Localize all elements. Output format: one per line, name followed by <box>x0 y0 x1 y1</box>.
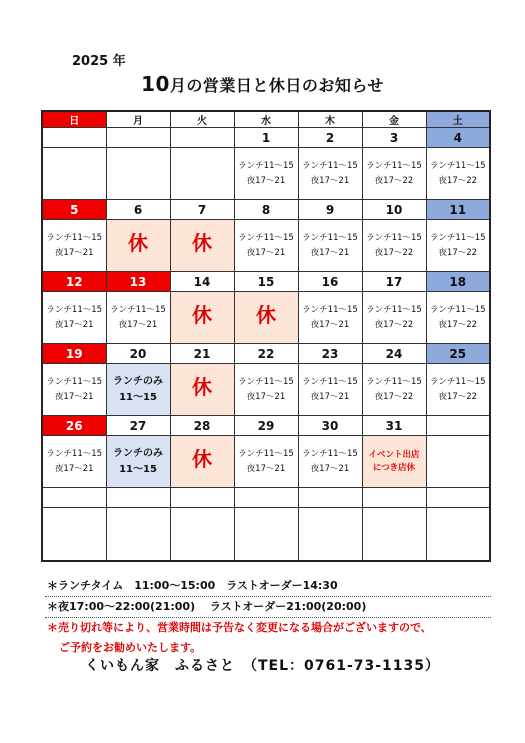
hours-cell <box>234 148 298 200</box>
closed-label: 休 <box>192 446 212 471</box>
hours-cell <box>234 364 298 416</box>
closed-label: 休 <box>192 230 212 255</box>
hours-line-2: 夜17～22 <box>438 175 478 186</box>
hours-cell <box>170 220 234 272</box>
weekday-header-row <box>42 111 490 128</box>
date-cell <box>42 128 106 148</box>
hours-cell <box>42 508 106 562</box>
closed-label: 休 <box>128 230 148 255</box>
hours-cell <box>42 148 106 200</box>
note-reservation: ご予約をお勧めいたします。 <box>59 641 202 654</box>
hours-line-2: 夜17～22 <box>374 247 414 258</box>
hours-cell <box>426 508 490 562</box>
business-hours <box>363 375 426 405</box>
hours-cell <box>106 508 170 562</box>
hours-line-2: 夜17～21 <box>246 391 286 402</box>
closed-label: 休 <box>256 302 276 327</box>
month-number: 10 <box>141 72 170 96</box>
hours-row <box>42 364 490 416</box>
hours-line-1: ランチ11～15 <box>238 376 294 387</box>
date-cell: 29 <box>234 416 298 436</box>
hours-cell <box>298 436 362 488</box>
hours-line-1: ランチ11～15 <box>302 376 358 387</box>
date-cell: 28 <box>170 416 234 436</box>
weekday-cell: 金 <box>362 111 426 128</box>
hours-cell <box>362 364 426 416</box>
hours-line-1: ランチ11～15 <box>302 232 358 243</box>
weekday-cell: 火 <box>170 111 234 128</box>
date-cell: 7 <box>170 200 234 220</box>
date-cell <box>426 416 490 436</box>
date-cell: 23 <box>298 344 362 364</box>
date-cell: 21 <box>170 344 234 364</box>
date-row <box>42 344 490 364</box>
hours-line-2: 夜17～22 <box>374 319 414 330</box>
hours-cell <box>234 220 298 272</box>
hours-line-2: 夜17～22 <box>438 391 478 402</box>
hours-line-1: ランチ11～15 <box>429 376 486 387</box>
hours-line-2: 夜17～21 <box>246 463 286 474</box>
title-text: 月の営業日と休日のお知らせ <box>169 76 384 95</box>
hours-cell <box>426 148 490 200</box>
business-hours <box>107 303 170 333</box>
business-hours <box>235 375 298 405</box>
date-cell <box>426 488 490 508</box>
date-cell: 10 <box>362 200 426 220</box>
hours-cell <box>362 436 426 488</box>
business-hours <box>235 447 298 477</box>
hours-cell <box>106 364 170 416</box>
business-hours <box>43 231 106 261</box>
business-hours <box>107 446 170 478</box>
hours-cell <box>234 436 298 488</box>
hours-line-1: ランチ11～15 <box>302 160 358 171</box>
weekday-cell: 月 <box>106 111 170 128</box>
hours-cell <box>42 436 106 488</box>
weekday-cell: 水 <box>234 111 298 128</box>
business-hours <box>43 447 106 477</box>
date-cell: 19 <box>42 344 106 364</box>
hours-cell <box>42 220 106 272</box>
date-cell: 12 <box>42 272 106 292</box>
hours-row <box>42 436 490 488</box>
hours-line-1: イベント出店 <box>368 449 420 460</box>
shop-name: くいもん家 ふるさと <box>84 658 235 674</box>
business-hours <box>299 447 362 477</box>
business-hours <box>299 375 362 405</box>
hours-line-2: 夜17～21 <box>310 463 350 474</box>
hours-line-1: ランチ11～15 <box>46 376 103 387</box>
hours-cell <box>42 292 106 344</box>
weekday-cell: 土 <box>426 111 490 128</box>
date-cell: 20 <box>106 344 170 364</box>
hours-row <box>42 220 490 272</box>
hours-line-1: ランチ11～15 <box>429 160 486 171</box>
hours-cell <box>362 508 426 562</box>
hours-cell <box>170 436 234 488</box>
hours-line-1: ランチ11～15 <box>46 304 103 315</box>
hours-cell <box>298 220 362 272</box>
date-cell <box>42 488 106 508</box>
weekday-cell: 木 <box>298 111 362 128</box>
date-cell: 11 <box>426 200 490 220</box>
hours-line-1: ランチのみ <box>113 375 163 387</box>
hours-line-2: 11～15 <box>119 463 157 475</box>
date-cell <box>362 488 426 508</box>
hours-line-1: ランチ11～15 <box>366 376 422 387</box>
hours-cell <box>170 148 234 200</box>
date-cell <box>106 488 170 508</box>
date-cell: 1 <box>234 128 298 148</box>
hours-line-1: ランチのみ <box>113 447 163 459</box>
hours-line-2: 夜17～21 <box>118 319 158 330</box>
hours-line-2: 夜17～21 <box>54 463 94 474</box>
hours-line-2: 11～15 <box>119 391 157 403</box>
hours-line-2: 夜17～22 <box>438 247 478 258</box>
hours-line-2: 夜17～21 <box>246 247 286 258</box>
hours-line-1: ランチ11～15 <box>366 232 422 243</box>
calendar-table <box>41 110 491 562</box>
hours-cell <box>234 508 298 562</box>
date-row <box>42 200 490 220</box>
business-hours <box>363 303 426 333</box>
business-hours <box>107 374 170 406</box>
date-cell: 14 <box>170 272 234 292</box>
hours-cell <box>298 508 362 562</box>
date-cell: 17 <box>362 272 426 292</box>
hours-line-1: ランチ11～15 <box>238 448 294 459</box>
notes <box>45 576 491 658</box>
hours-line-2: 夜17～21 <box>54 391 94 402</box>
date-cell: 6 <box>106 200 170 220</box>
event-note <box>363 449 426 475</box>
weekday-cell: 日 <box>42 111 106 128</box>
hours-cell <box>234 292 298 344</box>
hours-row <box>42 292 490 344</box>
hours-line-2: 夜17～22 <box>374 175 414 186</box>
note-lunch-time: ＊ランチタイム 11:00～15:00 ラストオーダー14:30 <box>45 576 491 597</box>
hours-line-2: 夜17～21 <box>54 247 94 258</box>
business-hours <box>43 303 106 333</box>
business-hours <box>299 159 362 189</box>
business-hours <box>235 231 298 261</box>
shop-phone: （TEL：0761-73-1135） <box>249 658 441 674</box>
hours-line-1: ランチ11～15 <box>429 232 486 243</box>
hours-cell <box>106 148 170 200</box>
date-cell: 31 <box>362 416 426 436</box>
date-cell: 15 <box>234 272 298 292</box>
date-cell: 13 <box>106 272 170 292</box>
date-cell: 3 <box>362 128 426 148</box>
hours-cell <box>170 508 234 562</box>
hours-line-1: ランチ11～15 <box>46 232 103 243</box>
business-hours <box>427 159 490 189</box>
hours-line-2: 夜17～21 <box>310 319 350 330</box>
hours-line-2: 夜17～21 <box>310 175 350 186</box>
hours-line-1: ランチ11～15 <box>238 232 294 243</box>
date-cell <box>106 128 170 148</box>
date-cell: 25 <box>426 344 490 364</box>
hours-cell <box>426 364 490 416</box>
hours-line-2: 夜17～21 <box>310 247 350 258</box>
hours-cell <box>106 436 170 488</box>
hours-cell <box>362 148 426 200</box>
business-hours <box>235 159 298 189</box>
hours-cell <box>362 220 426 272</box>
hours-line-2: 夜17～22 <box>438 319 478 330</box>
business-hours <box>299 303 362 333</box>
date-cell <box>298 488 362 508</box>
page-title <box>0 72 525 96</box>
hours-cell <box>426 292 490 344</box>
hours-line-2: 夜17～22 <box>374 391 414 402</box>
hours-cell <box>106 292 170 344</box>
hours-line-2: 夜17～21 <box>310 391 350 402</box>
date-row <box>42 128 490 148</box>
business-hours <box>427 303 490 333</box>
closed-label: 休 <box>192 374 212 399</box>
date-cell: 30 <box>298 416 362 436</box>
date-row <box>42 488 490 508</box>
hours-cell <box>298 364 362 416</box>
date-cell <box>170 128 234 148</box>
hours-line-2: につき店休 <box>372 462 416 473</box>
hours-line-1: ランチ11～15 <box>302 448 358 459</box>
date-cell: 22 <box>234 344 298 364</box>
hours-line-1: ランチ11～15 <box>366 160 422 171</box>
hours-cell <box>106 220 170 272</box>
date-cell: 5 <box>42 200 106 220</box>
date-row <box>42 416 490 436</box>
date-cell: 18 <box>426 272 490 292</box>
hours-line-1: ランチ11～15 <box>46 448 103 459</box>
date-cell <box>234 488 298 508</box>
hours-cell <box>170 292 234 344</box>
date-cell: 9 <box>298 200 362 220</box>
hours-cell <box>170 364 234 416</box>
hours-cell <box>426 436 490 488</box>
business-hours <box>427 231 490 261</box>
shop-info <box>0 655 525 675</box>
date-cell: 26 <box>42 416 106 436</box>
hours-cell <box>298 148 362 200</box>
hours-line-1: ランチ11～15 <box>110 304 166 315</box>
date-cell: 8 <box>234 200 298 220</box>
date-row <box>42 272 490 292</box>
hours-line-1: ランチ11～15 <box>302 304 358 315</box>
hours-line-2: 夜17～21 <box>54 319 94 330</box>
date-cell: 4 <box>426 128 490 148</box>
date-cell: 2 <box>298 128 362 148</box>
hours-row <box>42 148 490 200</box>
business-hours <box>299 231 362 261</box>
date-cell: 27 <box>106 416 170 436</box>
hours-line-2: 夜17～21 <box>246 175 286 186</box>
hours-row <box>42 508 490 562</box>
date-cell: 24 <box>362 344 426 364</box>
hours-cell <box>362 292 426 344</box>
date-cell: 16 <box>298 272 362 292</box>
hours-cell <box>298 292 362 344</box>
business-hours <box>363 231 426 261</box>
business-hours <box>43 375 106 405</box>
year-label: 2025 年 <box>72 54 126 69</box>
closed-label: 休 <box>192 302 212 327</box>
note-warning: ＊売り切れ等により、営業時間は予告なく変更になる場合がございますので、 <box>47 621 432 634</box>
hours-line-1: ランチ11～15 <box>238 160 294 171</box>
business-hours <box>363 159 426 189</box>
hours-line-1: ランチ11～15 <box>429 304 486 315</box>
note-dinner-time: ＊夜17:00～22:00(21:00) ラストオーダー21:00(20:00) <box>45 597 491 618</box>
date-cell <box>170 488 234 508</box>
business-hours <box>427 375 490 405</box>
hours-cell <box>426 220 490 272</box>
hours-line-1: ランチ11～15 <box>366 304 422 315</box>
hours-cell <box>42 364 106 416</box>
